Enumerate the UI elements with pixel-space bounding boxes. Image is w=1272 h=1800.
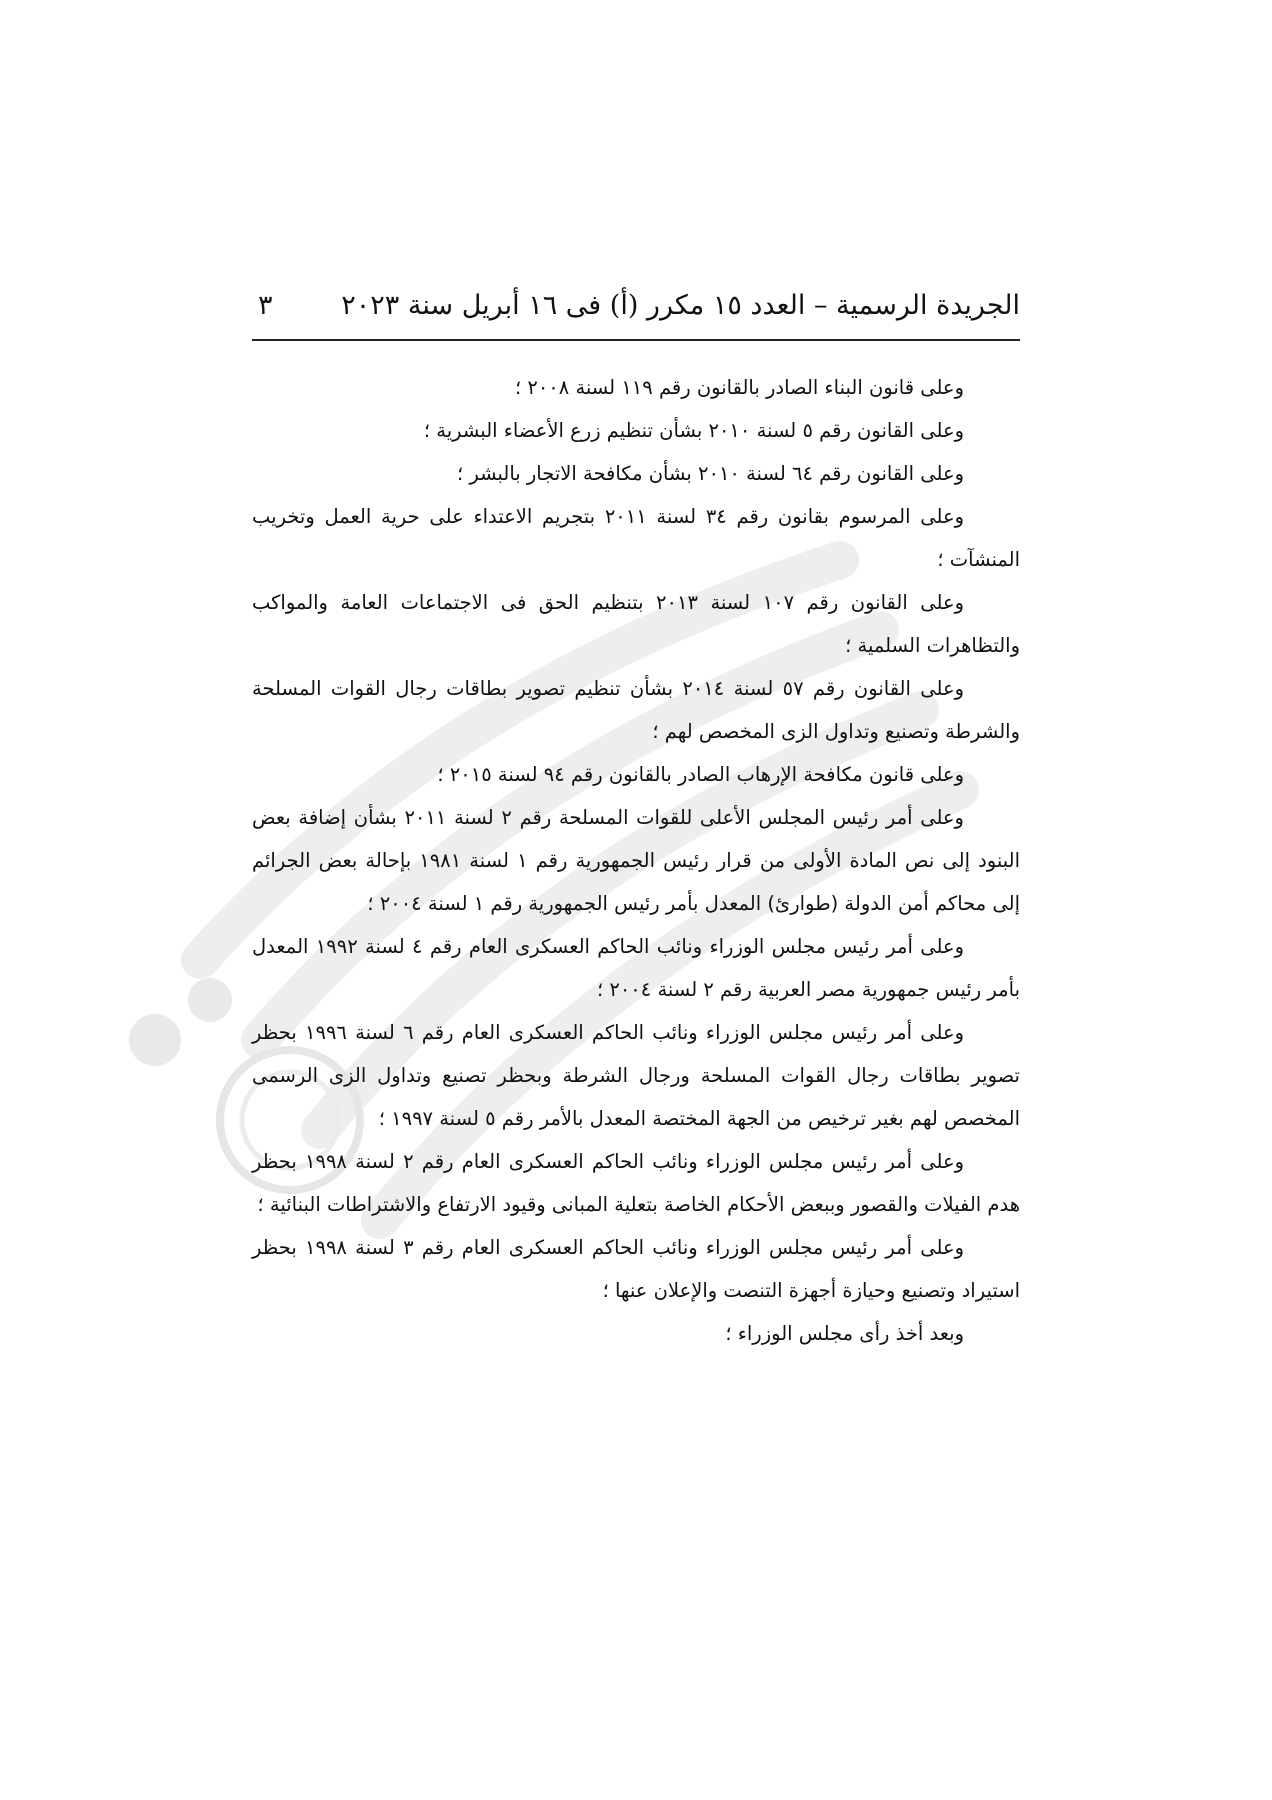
paragraph: وعلى أمر رئيس مجلس الوزراء ونائب الحاكم العسكرى العام رقم ٦ لسنة ١٩٩٦ بحظر تصوير بطاقات رجال القوات المسلحة ورجال الشرطة وبحظر تصنيع وتداول الزى الرسمى المخصص لهم بغير ترخيص من الجهة المختصة المعدل بالأمر رقم ٥ لسنة ١٩٩٧ ؛ bbox=[252, 1021, 1020, 1130]
page-header bbox=[252, 288, 1020, 332]
paragraph: وعلى المرسوم بقانون رقم ٣٤ لسنة ٢٠١١ بتجريم الاعتداء على حرية العمل وتخريب المنشآت ؛ bbox=[252, 505, 1020, 571]
paragraph: وعلى أمر رئيس مجلس الوزراء ونائب الحاكم العسكرى العام رقم ٤ لسنة ١٩٩٢ المعدل بأمر رئيس جمهورية مصر العربية رقم ٢ لسنة ٢٠٠٤ ؛ bbox=[252, 935, 1020, 1001]
paragraph: وبعد أخذ رأى مجلس الوزراء ؛ bbox=[725, 1322, 964, 1345]
page-number: ٣ bbox=[258, 290, 273, 321]
paragraph: وعلى قانون مكافحة الإرهاب الصادر بالقانون رقم ٩٤ لسنة ٢٠١٥ ؛ bbox=[437, 763, 964, 786]
document-body bbox=[252, 366, 1020, 1355]
header-rule bbox=[252, 339, 1020, 341]
paragraph: وعلى القانون رقم ٥٧ لسنة ٢٠١٤ بشأن تنظيم تصوير بطاقات رجال القوات المسلحة والشرطة وتصنيع وتداول الزى المخصص لهم ؛ bbox=[252, 677, 1020, 743]
paragraph: وعلى القانون رقم ٦٤ لسنة ٢٠١٠ بشأن مكافحة الاتجار بالبشر ؛ bbox=[456, 462, 964, 485]
paragraph: وعلى القانون رقم ١٠٧ لسنة ٢٠١٣ بتنظيم الحق فى الاجتماعات العامة والمواكب والتظاهرات السلمية ؛ bbox=[252, 591, 1020, 657]
paragraph: وعلى أمر رئيس مجلس الوزراء ونائب الحاكم العسكرى العام رقم ٣ لسنة ١٩٩٨ بحظر استيراد وتصنيع وحيازة أجهزة التنصت والإعلان عنها ؛ bbox=[252, 1236, 1020, 1302]
paragraph: وعلى أمر رئيس مجلس الوزراء ونائب الحاكم العسكرى العام رقم ٢ لسنة ١٩٩٨ بحظر هدم الفيلات والقصور وببعض الأحكام الخاصة بتعلية المبانى وقيود الارتفاع والاشتراطات البنائية ؛ bbox=[252, 1150, 1020, 1216]
paragraph: وعلى أمر رئيس المجلس الأعلى للقوات المسلحة رقم ٢ لسنة ٢٠١١ بشأن إضافة بعض البنود إلى نص المادة الأولى من قرار رئيس الجمهورية رقم ١ لسنة ١٩٨١ بإحالة بعض الجرائم إلى محاكم أمن الدولة (طوارئ) المعدل بأمر رئيس الجمهورية رقم ١ لسنة ٢٠٠٤ ؛ bbox=[252, 806, 1021, 915]
header-title: الجريدة الرسمية – العدد ١٥ مكرر (أ) فى ١٦ أبريل سنة ٢٠٢٣ bbox=[341, 290, 1020, 321]
paragraph: وعلى قانون البناء الصادر بالقانون رقم ١١٩ لسنة ٢٠٠٨ ؛ bbox=[514, 376, 964, 399]
paragraph: وعلى القانون رقم ٥ لسنة ٢٠١٠ بشأن تنظيم زرع الأعضاء البشرية ؛ bbox=[423, 419, 964, 442]
